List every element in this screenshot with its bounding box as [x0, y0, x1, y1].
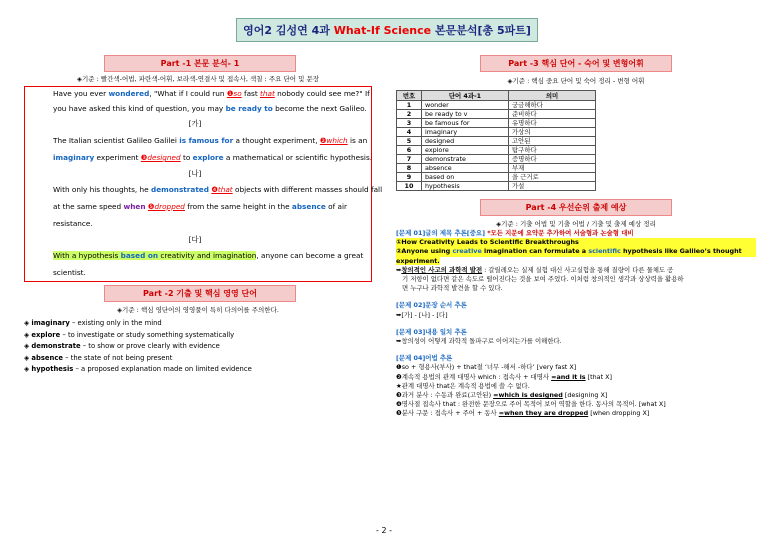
passage-line-5: With only his thoughts, he demonstrated ❹that objects with different masses should fall: [53, 185, 383, 194]
table-row: 4 imaginary 가상의: [397, 128, 596, 137]
document-title: [236, 18, 538, 42]
grammar-4: ❹명사절 접속사 that : 완전한 문장으로 주어 목적어 보어 역할을 한다. 동사의 목적어. [what X]: [396, 400, 666, 409]
table-row: 10 hypothesis 가설: [397, 182, 596, 191]
list-item: ◈ imaginary – existing only in the mind: [24, 319, 162, 327]
question-3-title: [문제 03]내용 일치 추론: [396, 327, 467, 336]
part2-criteria: ◈기준 : 핵심 영단어의 영영풀이 특히 다의어를 주의한다.: [117, 306, 279, 314]
title-highlight: What-If Science: [333, 23, 432, 37]
vocab-table: [396, 90, 596, 191]
table-row: 8 absence 부재: [397, 164, 596, 173]
table-row: 6 explore 탐구하다: [397, 146, 596, 155]
part2-header: Part -2 기출 및 핵심 영영 단어: [104, 285, 296, 302]
grammar-2: ❷계속적 용법의 관계 대명사 which : 접속사 + 대명사 =and it is [that X]: [396, 372, 612, 381]
question-4-title: [문제 04]어법 추론: [396, 354, 453, 363]
explanation-2: 기 저항이 없다면 같은 속도로 떨어진다는 것을 보여 주었다. 이처럼 창의적인 생각과 상상력을 활용하: [402, 275, 684, 284]
option-2: ②Anyone using creative imagination can formulate a scientific hypothesis like Galileo’s thought: [396, 247, 756, 256]
answer-2: ➥[가] - [나] - [다]: [396, 310, 448, 319]
list-item: ◈ explore – to investigate or study something systematically: [24, 330, 235, 339]
part1-criteria: ◈기준 : 빨간색-어법, 파란색-어휘, 보라색-연결사 및 접속사, 색칠 : 주요 단어 및 문장: [76, 75, 320, 83]
part1-header: Part -1 본문 분석- 1: [104, 55, 296, 72]
marker-da: [다]: [188, 235, 202, 244]
marker-na: [나]: [188, 169, 202, 178]
title-text: 영어2 김성연 4과: [243, 24, 330, 37]
passage-line-9: scientist.: [53, 268, 86, 277]
list-item: ◈ absence – the state of not being present: [24, 353, 173, 362]
title-suffix: 본문분석[총 5파트]: [434, 24, 531, 37]
grammar-1: ❶so + 형용사(부사) + that절 ‘너무 -해서 -하다’ [very fast X]: [396, 363, 577, 372]
passage-line-4: imaginary experiment ❸designed to explore a mathematical or scientific hypothesis.: [53, 153, 373, 162]
table-row: 1 wonder 궁금해하다: [397, 101, 596, 110]
option-1: ①How Creativity Leads to Scientific Breakthroughs: [396, 238, 756, 247]
question-section: [396, 229, 756, 419]
col-header: 번호: [397, 91, 422, 101]
passage-box: [24, 86, 383, 282]
marker-ga: [가]: [188, 119, 202, 128]
definition-list: [24, 318, 252, 376]
passage-line-2: you have asked this kind of question, you may be ready to become the next Galileo.: [53, 104, 367, 113]
page-number: - 2 -: [376, 526, 392, 535]
grammar-3: ❸과거 분사 : 수동과 완료(고안된) =which is designed [designing X]: [396, 391, 608, 400]
part4-header: Part -4 우선순위 출제 예상: [480, 199, 672, 216]
passage-line-8: With a hypothesis based on creativity and imagination, anyone can become a great: [53, 251, 364, 260]
col-header: 의미: [509, 91, 596, 101]
question-1-title: [문제 01]글의 제목 추론[중요] *모든 지문에 요약문 추가하여 서술형과 논술형 대비: [396, 229, 634, 237]
passage-line-6: at the same speed when ❺dropped from the same height in the absence of air: [53, 202, 347, 211]
table-row: 5 designed 고안된: [397, 137, 596, 146]
list-item: ◈ hypothesis – a proposed explanation made on limited evidence: [24, 365, 252, 373]
list-item: ◈ demonstrate – to show or prove clearly with evidence: [24, 342, 220, 350]
col-header: 단어 4과-1: [422, 91, 509, 101]
passage-line-1: Have you ever wondered, "What if I could run ❶so fast that nobody could see me?" If: [53, 89, 370, 98]
passage-line-7: resistance.: [53, 219, 93, 228]
table-row: 7 demonstrate 증명하다: [397, 155, 596, 164]
part4-criteria: ◈기준 : 기출 어법 및 기출 어법 / 기출 및 출제 예상 정리: [496, 220, 656, 228]
explanation-3: 면 누구나 과학적 발견을 할 수 있다.: [402, 284, 503, 293]
grammar-note: ★관계 대명사 that은 계속적 용법에 쓸 수 없다.: [396, 381, 530, 390]
option-2-cont: experiment.: [396, 256, 440, 265]
question-2-title: [문제 02]문장 순서 추론: [396, 301, 467, 310]
explanation-1: ➥창의적인 사고의 과학적 발전 : 갈릴레오는 실제 실험 대신 사고실험을 통해 질량이 다른 물체도 공: [396, 265, 674, 274]
part3-criteria: ◈기준 : 핵심 중요 단어 및 숙어 정리 - 변형 어휘: [507, 77, 645, 85]
part3-header: Part -3 핵심 단어 - 숙어 및 변형어휘: [480, 55, 672, 72]
grammar-5: ❺분사 구문 : 접속사 + 주어 + 동사 =when they are dropped [when dropping X]: [396, 409, 650, 418]
table-row: 3 be famous for 유명하다: [397, 119, 596, 128]
passage-line-3: The Italian scientist Galileo Galilei is famous for a thought experiment, ❷which is an: [53, 136, 368, 145]
table-row: 9 based on 을 근거로: [397, 173, 596, 182]
table-row: 2 be ready to v 준비하다: [397, 110, 596, 119]
answer-3: ➥창의성이 어떻게 과학적 돌파구로 이어지는가를 이해한다.: [396, 337, 562, 346]
